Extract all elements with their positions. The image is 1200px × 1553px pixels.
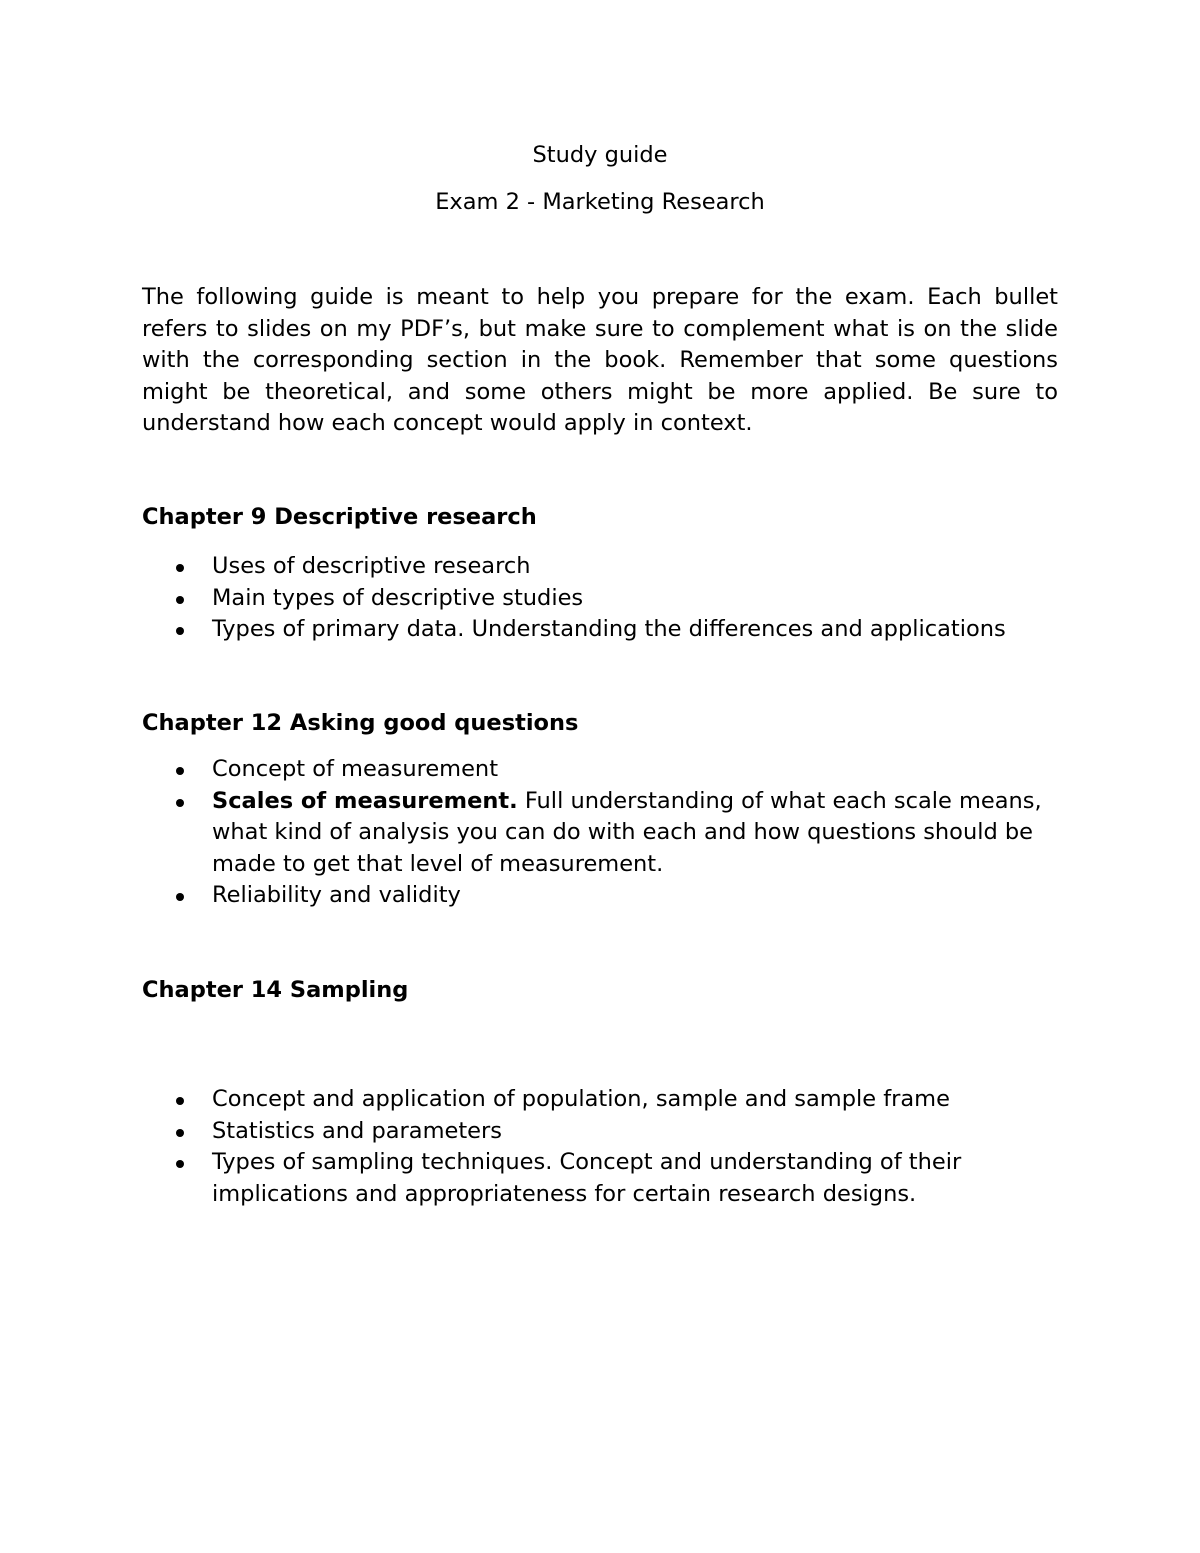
bullet-icon xyxy=(176,596,184,604)
list-item xyxy=(142,1116,1058,1148)
list-item-text: Types of sampling techniques. Concept and understanding of their implications and appropriateness for certain research designs. xyxy=(212,1149,962,1207)
bullet-icon xyxy=(176,1129,184,1137)
list-item-text: Uses of descriptive research xyxy=(212,553,531,579)
section-chapter-12 xyxy=(142,708,1058,912)
bullet-list xyxy=(142,754,1058,912)
intro-paragraph: The following guide is meant to help you prepare for the exam. Each bullet refers to slides on my PDF’s, but make sure to complement what is on the slide with the corresponding section in the book. Remember that some questions might be theoretical, and some others might be more applied. Be sure to understand how each concept would apply in context. xyxy=(142,284,1058,436)
list-item-text: Full understanding of what each scale means, what kind of analysis you can do with each and how questions should be made to get that level of measurement. xyxy=(212,787,1042,877)
list-item xyxy=(142,583,1058,615)
list-item xyxy=(142,1084,1058,1116)
list-item-text: Concept of measurement xyxy=(212,756,499,782)
list-item-text: Reliability and validity xyxy=(212,882,461,908)
section-chapter-9 xyxy=(142,502,1058,646)
list-item xyxy=(142,1147,1058,1210)
section-heading: Chapter 12 Asking good questions xyxy=(142,710,579,736)
bullet-icon xyxy=(176,627,184,635)
bullet-icon xyxy=(176,767,184,775)
list-item-bold-lead: Scales of measurement. xyxy=(212,787,518,814)
bullet-icon xyxy=(176,1160,184,1168)
bullet-icon xyxy=(176,893,184,901)
document-title: Study guide xyxy=(532,142,668,168)
list-item xyxy=(142,754,1058,786)
bullet-icon xyxy=(176,799,184,807)
bullet-icon xyxy=(176,1097,184,1105)
bullet-list xyxy=(142,551,1058,646)
list-item-text: Concept and application of population, sample and sample frame xyxy=(212,1086,950,1112)
bullet-list xyxy=(142,1084,1058,1210)
list-item xyxy=(142,880,1058,912)
section-chapter-14 xyxy=(142,975,1058,1210)
section-heading: Chapter 14 Sampling xyxy=(142,977,409,1003)
list-item xyxy=(142,551,1058,583)
list-item-text: Types of primary data. Understanding the differences and applications xyxy=(212,616,1006,642)
list-item-text: Main types of descriptive studies xyxy=(212,584,584,611)
list-item xyxy=(142,786,1058,881)
section-heading: Chapter 9 Descriptive research xyxy=(142,504,537,530)
list-item xyxy=(142,614,1058,646)
document-subtitle: Exam 2 - Marketing Research xyxy=(435,189,765,215)
bullet-icon xyxy=(176,564,184,572)
list-item-text: Statistics and parameters xyxy=(212,1117,502,1144)
